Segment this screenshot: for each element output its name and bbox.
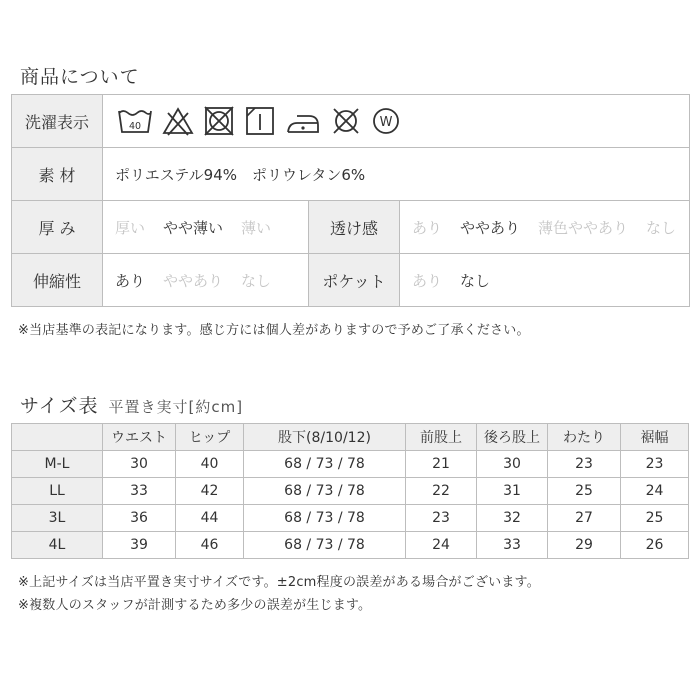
size-section-subtitle: 平置き実寸[約cm]: [108, 398, 244, 416]
size-label-cell: 4L: [12, 532, 103, 559]
size-value-cell: 32: [477, 505, 548, 532]
size-label-cell: M-L: [12, 451, 103, 478]
size-value-cell: 30: [477, 451, 548, 478]
size-section-title: サイズ表: [20, 395, 99, 417]
thickness-options: [103, 201, 308, 253]
product-note: ※当店基準の表記になります。感じ方には個人差がありますので予めご了承ください。: [18, 323, 530, 338]
product-section-title: 商品について: [20, 66, 140, 88]
pocket-label: ポケット: [308, 254, 400, 306]
size-header-corner: [12, 424, 103, 451]
transparency-options: [400, 201, 694, 253]
size-value-cell: 68 / 73 / 78: [244, 451, 406, 478]
size-value-cell: 68 / 73 / 78: [244, 478, 406, 505]
thickness-label: 厚 み: [12, 201, 103, 253]
size-header-front-rise: 前股上: [406, 424, 477, 451]
size-value-cell: 24: [621, 478, 689, 505]
wash-40-tub-icon: [117, 104, 153, 138]
transparency-option: 薄色ややあり: [538, 218, 629, 237]
size-header-thigh: わたり: [548, 424, 621, 451]
pocket-option: あり: [412, 271, 443, 290]
size-value-cell: 25: [621, 505, 689, 532]
stretch-row: [12, 254, 689, 306]
bleach-prohibited-icon: [162, 105, 194, 137]
size-value-cell: 26: [621, 532, 689, 559]
size-value-cell: 36: [103, 505, 176, 532]
size-table-header: [12, 424, 689, 451]
thickness-option: やや薄い: [163, 218, 224, 237]
size-value-cell: 33: [477, 532, 548, 559]
table-row: [12, 478, 689, 505]
table-row: [12, 505, 689, 532]
pocket-options: [400, 254, 689, 306]
size-header-hip: ヒップ: [176, 424, 244, 451]
size-value-cell: 21: [406, 451, 477, 478]
thickness-row: [12, 201, 689, 254]
product-info-table: [11, 94, 690, 307]
size-value-cell: 23: [548, 451, 621, 478]
size-value-cell: 68 / 73 / 78: [244, 505, 406, 532]
wet-clean-icon: [371, 106, 401, 136]
stretch-label: 伸縮性: [12, 254, 103, 306]
size-value-cell: 31: [477, 478, 548, 505]
dry-clean-prohibited-icon: [330, 105, 362, 137]
size-label-cell: 3L: [12, 505, 103, 532]
size-value-cell: 40: [176, 451, 244, 478]
size-value-cell: 44: [176, 505, 244, 532]
care-label: 洗濯表示: [12, 95, 103, 147]
size-value-cell: 23: [621, 451, 689, 478]
size-header-hem: 裾幅: [621, 424, 689, 451]
size-section-header: [20, 391, 243, 418]
care-row: [12, 95, 689, 148]
material-value: ポリエステル94% ポリウレタン6%: [115, 165, 366, 184]
thickness-option: 厚い: [115, 218, 146, 237]
iron-low-icon: [285, 105, 321, 137]
table-row: [12, 532, 689, 559]
size-value-cell: 29: [548, 532, 621, 559]
care-icons: [103, 95, 401, 147]
size-table: [11, 423, 689, 559]
line-dry-icon: [244, 105, 276, 137]
material-row: [12, 148, 689, 201]
pocket-option: なし: [460, 271, 491, 290]
size-value-cell: 22: [406, 478, 477, 505]
size-value-cell: 39: [103, 532, 176, 559]
transparency-option: ややあり: [460, 218, 521, 237]
transparency-label: 透け感: [308, 201, 400, 253]
transparency-option: あり: [412, 218, 443, 237]
stretch-options: [103, 254, 308, 306]
transparency-option: なし: [646, 218, 677, 237]
size-value-cell: 24: [406, 532, 477, 559]
stretch-option: なし: [241, 271, 272, 290]
size-value-cell: 68 / 73 / 78: [244, 532, 406, 559]
wash-temp-text: 40: [128, 121, 142, 132]
thickness-option: 薄い: [241, 218, 272, 237]
size-value-cell: 23: [406, 505, 477, 532]
material-label: 素 材: [12, 148, 103, 200]
tumble-dry-prohibited-icon: [203, 105, 235, 137]
size-header-waist: ウエスト: [103, 424, 176, 451]
size-value-cell: 42: [176, 478, 244, 505]
size-value-cell: 27: [548, 505, 621, 532]
table-row: [12, 451, 689, 478]
size-label-cell: LL: [12, 478, 103, 505]
size-header-back-rise: 後ろ股上: [477, 424, 548, 451]
size-note-2: ※複数人のスタッフが計測するため多少の誤差が生じます。: [18, 598, 372, 613]
size-value-cell: 46: [176, 532, 244, 559]
wet-clean-text: W: [379, 115, 393, 130]
size-note-1: ※上記サイズは当店平置き実寸サイズです。±2cm程度の誤差がある場合がございます。: [18, 575, 540, 590]
stretch-option: ややあり: [163, 271, 224, 290]
size-value-cell: 30: [103, 451, 176, 478]
stretch-option: あり: [115, 271, 146, 290]
size-header-inseam: 股下(8/10/12): [244, 424, 406, 451]
size-value-cell: 25: [548, 478, 621, 505]
size-value-cell: 33: [103, 478, 176, 505]
